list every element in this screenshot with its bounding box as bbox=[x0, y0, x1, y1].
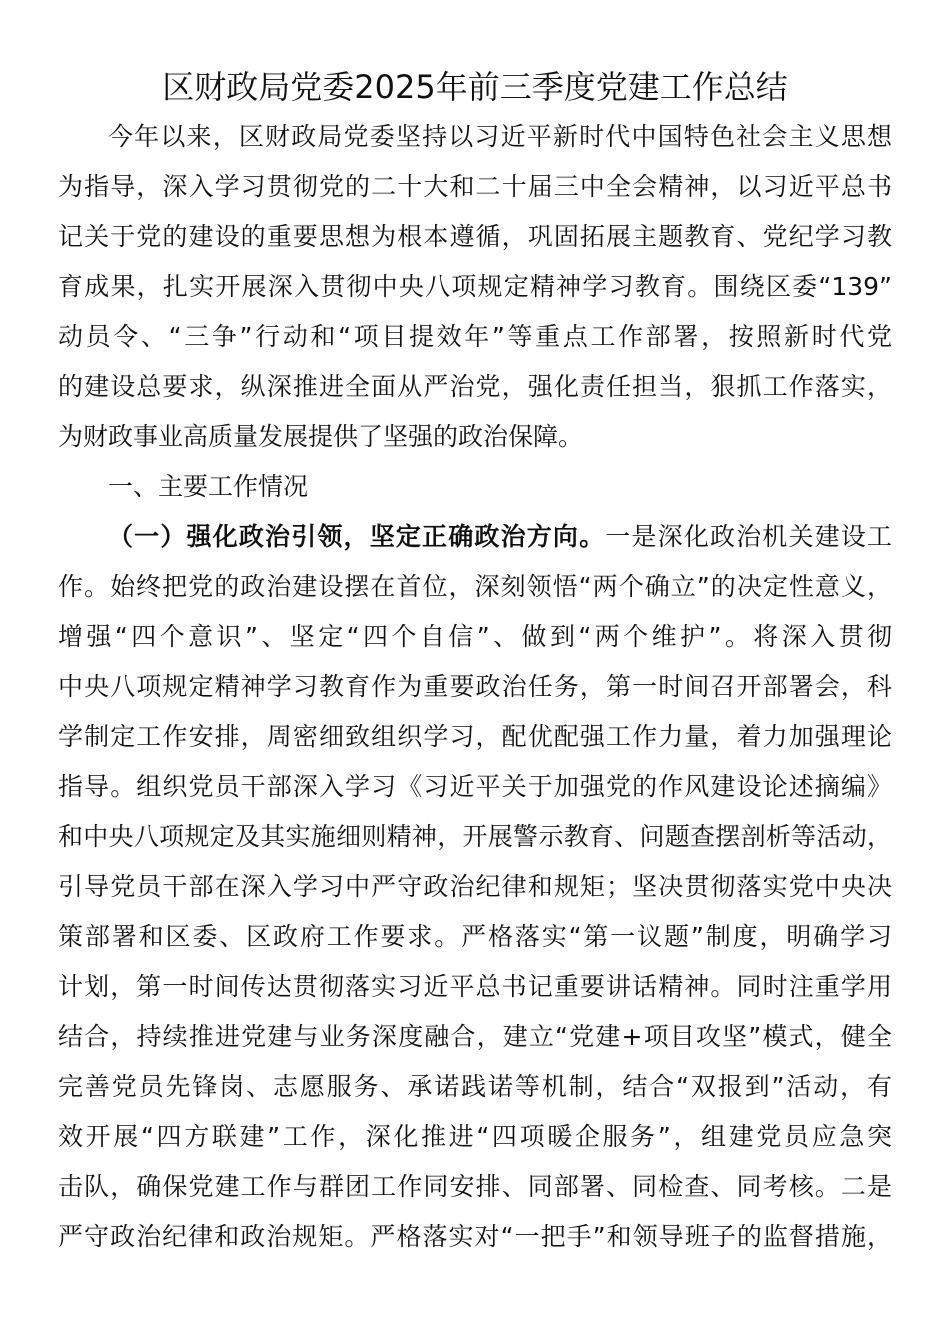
subsection-line: 严守政治纪律和政治规矩。严格落实对“一把手”和领导班子的监督措施， bbox=[58, 1222, 892, 1251]
subsection-line: 作。始终把党的政治建设摆在首位，深刻领悟“两个确立”的决定性意义， bbox=[58, 572, 892, 601]
subsection-line: 策部署和区委、区政府工作要求。严格落实“第一议题”制度，明确学习 bbox=[58, 922, 892, 951]
subsection-line: 计划，第一时间传达贯彻落实习近平总书记重要讲话精神。同时注重学用 bbox=[58, 972, 892, 1001]
subsection-line: 结合，持续推进党建与业务深度融合，建立“党建+项目攻坚”模式，健全 bbox=[58, 1022, 892, 1051]
subsection-line: 引导党员干部在深入学习中严守政治纪律和规矩；坚决贯彻落实党中央决 bbox=[58, 872, 892, 901]
intro-line: 为财政事业高质量发展提供了坚强的政治保障。 bbox=[58, 422, 584, 451]
intro-line: 今年以来，区财政局党委坚持以习近平新时代中国特色社会主义思想 bbox=[108, 122, 892, 151]
intro-paragraph bbox=[58, 112, 892, 462]
intro-line: 为指导，深入学习贯彻党的二十大和二十届三中全会精神，以习近平总书 bbox=[58, 172, 892, 201]
subsection-line: 学制定工作安排，周密细致组织学习，配优配强工作力量，着力加强理论 bbox=[58, 722, 892, 751]
intro-line: 育成果，扎实开展深入贯彻中央八项规定精神学习教育。围绕区委“139” bbox=[58, 272, 892, 301]
section-heading-block bbox=[58, 462, 892, 512]
subsection-paragraph bbox=[58, 512, 892, 1262]
document-page bbox=[58, 62, 892, 1262]
subsection-line: 完善党员先锋岗、志愿服务、承诺践诺等机制，结合“双报到”活动，有 bbox=[58, 1072, 892, 1101]
intro-line: 的建设总要求，纵深推进全面从严治党，强化责任担当，狠抓工作落实， bbox=[58, 372, 892, 401]
subsection-line: 指导。组织党员干部深入学习《习近平关于加强党的作风建设论述摘编》 bbox=[58, 772, 892, 801]
intro-line: 动员令、“三争”行动和“项目提效年”等重点工作部署，按照新时代党 bbox=[58, 322, 892, 351]
subsection-first-line bbox=[58, 512, 892, 562]
intro-line: 记关于党的建设的重要思想为根本遵循，巩固拓展主题教育、党纪学习教 bbox=[58, 222, 892, 251]
subsection-first-line-rest: 一是深化政治机关建设工 bbox=[605, 522, 892, 551]
subsection-line: 中央八项规定精神学习教育作为重要政治任务，第一时间召开部署会，科 bbox=[58, 672, 892, 701]
subsection-line: 和中央八项规定及其实施细则精神，开展警示教育、问题查摆剖析等活动， bbox=[58, 822, 892, 851]
section-heading: 一、主要工作情况 bbox=[108, 472, 309, 501]
subsection-heading: （一）强化政治引领，坚定正确政治方向。 bbox=[108, 522, 606, 551]
subsection-line: 击队，确保党建工作与群团工作同安排、同部署、同检查、同考核。二是 bbox=[58, 1172, 892, 1201]
subsection-line: 效开展“四方联建”工作，深化推进“四项暖企服务”，组建党员应急突 bbox=[58, 1122, 892, 1151]
document-title: 区财政局党委2025年前三季度党建工作总结 bbox=[162, 68, 788, 106]
subsection-line: 增强“四个意识”、坚定“四个自信”、做到“两个维护”。将深入贯彻 bbox=[58, 622, 892, 651]
